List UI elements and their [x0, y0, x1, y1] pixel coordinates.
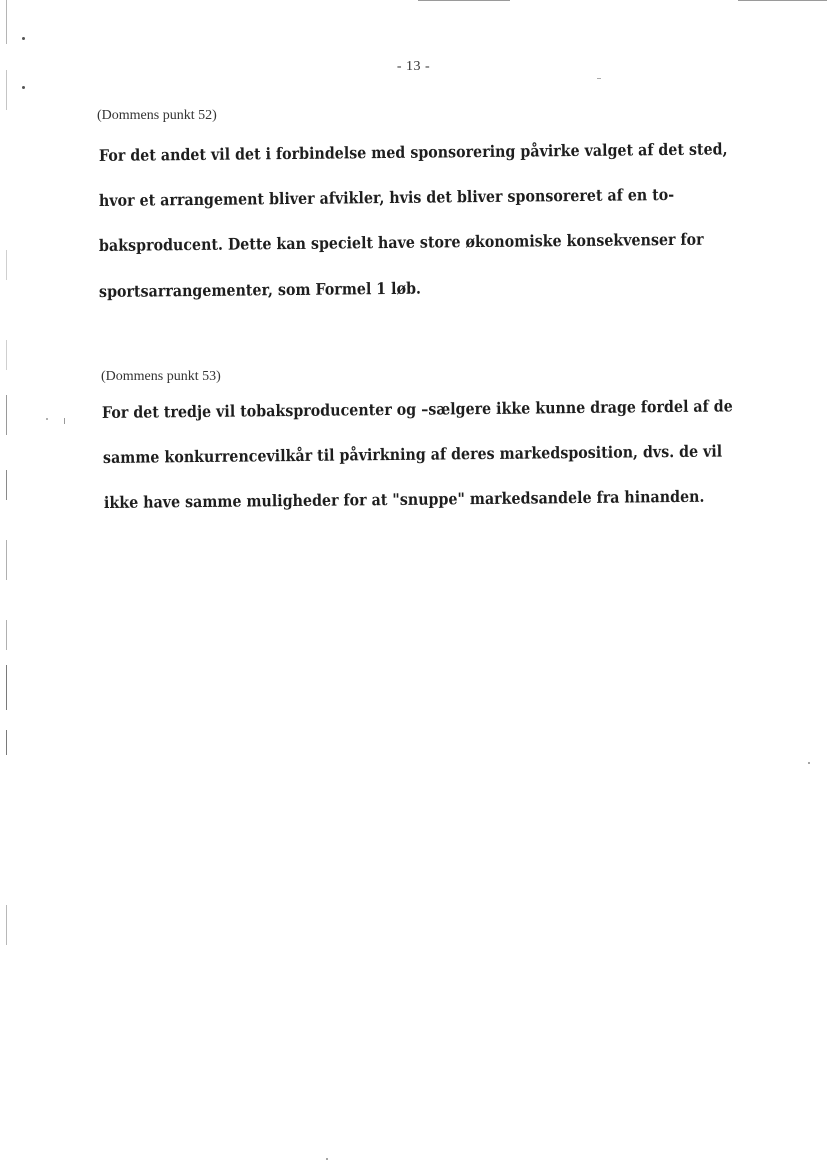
page-number: - 13 - — [396, 59, 431, 74]
scan-margin-line — [6, 730, 7, 755]
section-reference: (Dommens punkt 52) — [97, 108, 217, 123]
scan-speck — [64, 418, 65, 424]
scan-margin-line — [6, 70, 7, 110]
scan-speck — [46, 418, 48, 420]
scan-speck — [22, 37, 25, 40]
paragraph-line: For det andet vil det i forbindelse med sponsorering påvirke valget af det sted, — [98, 139, 728, 165]
scan-speck — [326, 1158, 328, 1160]
paragraph-line: sportsarrangementer, som Formel 1 løb. — [98, 278, 422, 301]
scan-edge-line — [738, 0, 827, 1]
paragraph-line: For det tredje vil tobaksproducenter og –sælgere ikke kunne drage fordel af de — [101, 396, 733, 422]
scan-speck — [22, 86, 25, 89]
scan-margin-line — [6, 905, 7, 945]
scan-margin-line — [6, 0, 7, 44]
scan-edge-line — [418, 0, 510, 1]
section-reference: (Dommens punkt 53) — [101, 369, 221, 384]
paragraph-line: hvor et arrangement bliver afvikler, hvis det bliver sponsoreret af en to- — [98, 184, 675, 210]
scan-margin-line — [6, 540, 7, 580]
scan-speck — [808, 762, 810, 764]
scan-margin-line — [6, 665, 7, 710]
scan-margin-line — [6, 395, 7, 435]
paragraph-line: ikke have samme muligheder for at "snuppe" markedsandele fra hinanden. — [103, 486, 705, 512]
scan-margin-line — [6, 250, 7, 280]
scan-margin-line — [6, 470, 7, 500]
scan-margin-line — [6, 340, 7, 370]
paragraph-line: baksproducent. Dette kan specielt have store økonomiske konsekvenser for — [98, 229, 704, 255]
scan-speck — [597, 78, 601, 79]
paragraph-line: samme konkurrencevilkår til påvirkning af deres markedsposition, dvs. de vil — [102, 441, 723, 467]
scan-margin-line — [6, 620, 7, 650]
